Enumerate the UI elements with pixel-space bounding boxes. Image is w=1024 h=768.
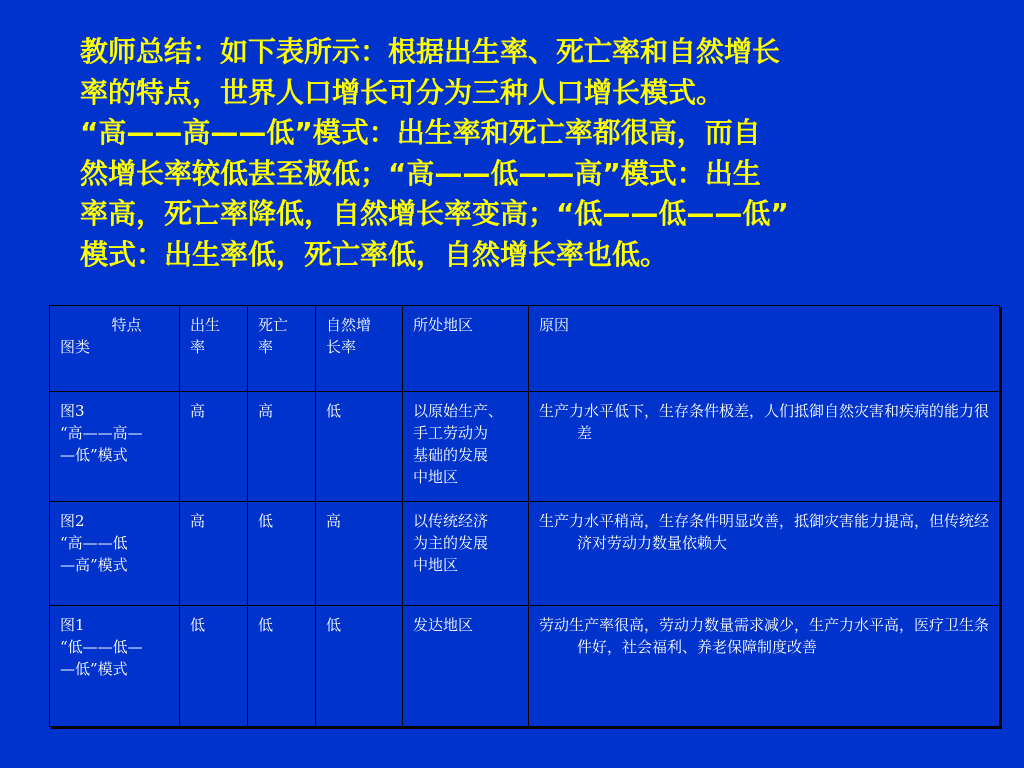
header-text: 率 bbox=[258, 338, 274, 356]
summary-line: 率高，死亡率降低，自然增长率变高；“低——低——低” bbox=[80, 197, 789, 230]
birth-rate-cell: 高 bbox=[180, 392, 248, 502]
header-corner-cell bbox=[50, 306, 180, 392]
growth-rate-cell: 低 bbox=[316, 606, 403, 727]
table-row bbox=[50, 606, 1000, 727]
table-row bbox=[50, 392, 1000, 502]
table-row bbox=[50, 502, 1000, 606]
figure-label: —低”模式 bbox=[60, 660, 128, 678]
reason-text: 生产力水平稍高，生存条件明显改善，抵御灾害能力提高，但传统经济对劳动力数量依赖大 bbox=[539, 512, 990, 552]
header-reason: 原因 bbox=[529, 306, 1000, 392]
reason-cell bbox=[529, 392, 1000, 502]
header-region: 所处地区 bbox=[403, 306, 529, 392]
growth-rate-cell: 低 bbox=[316, 392, 403, 502]
header-feature-label: 特点 bbox=[111, 316, 142, 334]
region-text: 基础的发展 bbox=[413, 446, 489, 464]
birth-rate-cell: 高 bbox=[180, 502, 248, 606]
reason-cell bbox=[529, 606, 1000, 727]
figure-label: —低”模式 bbox=[60, 446, 128, 464]
figure-cell bbox=[50, 606, 180, 727]
figure-label: 图2 bbox=[60, 512, 85, 530]
summary-line: “高——高——低”模式：出生率和死亡率都很高，而自 bbox=[80, 116, 761, 149]
summary-line: 率的特点，世界人口增长可分为三种人口增长模式。 bbox=[80, 75, 725, 109]
header-text: 自然增 bbox=[326, 316, 372, 334]
header-birth-rate bbox=[180, 306, 248, 392]
summary-line: 模式：出生率低，死亡率低，自然增长率也低。 bbox=[80, 237, 669, 271]
summary-line: 然增长率较低甚至极低；“高——低——高”模式：出生 bbox=[80, 156, 761, 190]
summary-line: 教师总结：如下表所示：根据出生率、死亡率和自然增长 bbox=[80, 35, 781, 68]
death-rate-cell: 低 bbox=[248, 502, 316, 606]
growth-rate-cell: 高 bbox=[316, 502, 403, 606]
region-cell bbox=[403, 502, 529, 606]
header-type-label: 图类 bbox=[60, 338, 91, 356]
figure-label: 图3 bbox=[60, 402, 85, 420]
region-text: 以传统经济 bbox=[413, 512, 489, 530]
region-text: 为主的发展 bbox=[413, 534, 489, 552]
region-text: 以原始生产、 bbox=[413, 402, 504, 420]
birth-rate-cell: 低 bbox=[180, 606, 248, 727]
table-header-row bbox=[50, 306, 1000, 392]
figure-label: —高”模式 bbox=[60, 556, 128, 574]
figure-label: “低——低— bbox=[60, 638, 143, 656]
region-cell bbox=[403, 606, 529, 727]
header-text: 长率 bbox=[326, 338, 357, 356]
header-death-rate bbox=[248, 306, 316, 392]
reason-text: 劳动生产率很高，劳动力数量需求减少，生产力水平高，医疗卫生条件好，社会福利、养老保障制度改善 bbox=[539, 616, 990, 656]
figure-label: “高——高— bbox=[60, 424, 143, 442]
reason-text: 生产力水平低下，生存条件极差，人们抵御自然灾害和疾病的能力很差 bbox=[539, 402, 990, 442]
death-rate-cell: 低 bbox=[248, 606, 316, 727]
region-text: 中地区 bbox=[413, 556, 459, 574]
header-natural-growth bbox=[316, 306, 403, 392]
figure-cell bbox=[50, 502, 180, 606]
population-growth-table bbox=[49, 305, 1000, 727]
region-text: 中地区 bbox=[413, 468, 459, 486]
header-text: 死亡 bbox=[258, 316, 289, 334]
reason-cell bbox=[529, 502, 1000, 606]
header-text: 率 bbox=[190, 338, 206, 356]
death-rate-cell: 高 bbox=[248, 392, 316, 502]
figure-label: 图1 bbox=[60, 616, 85, 634]
region-text: 发达地区 bbox=[413, 616, 474, 634]
figure-label: “高——低 bbox=[60, 534, 128, 552]
region-text: 手工劳动为 bbox=[413, 424, 489, 442]
header-text: 出生 bbox=[190, 316, 221, 334]
teacher-summary bbox=[80, 32, 970, 275]
figure-cell bbox=[50, 392, 180, 502]
region-cell bbox=[403, 392, 529, 502]
